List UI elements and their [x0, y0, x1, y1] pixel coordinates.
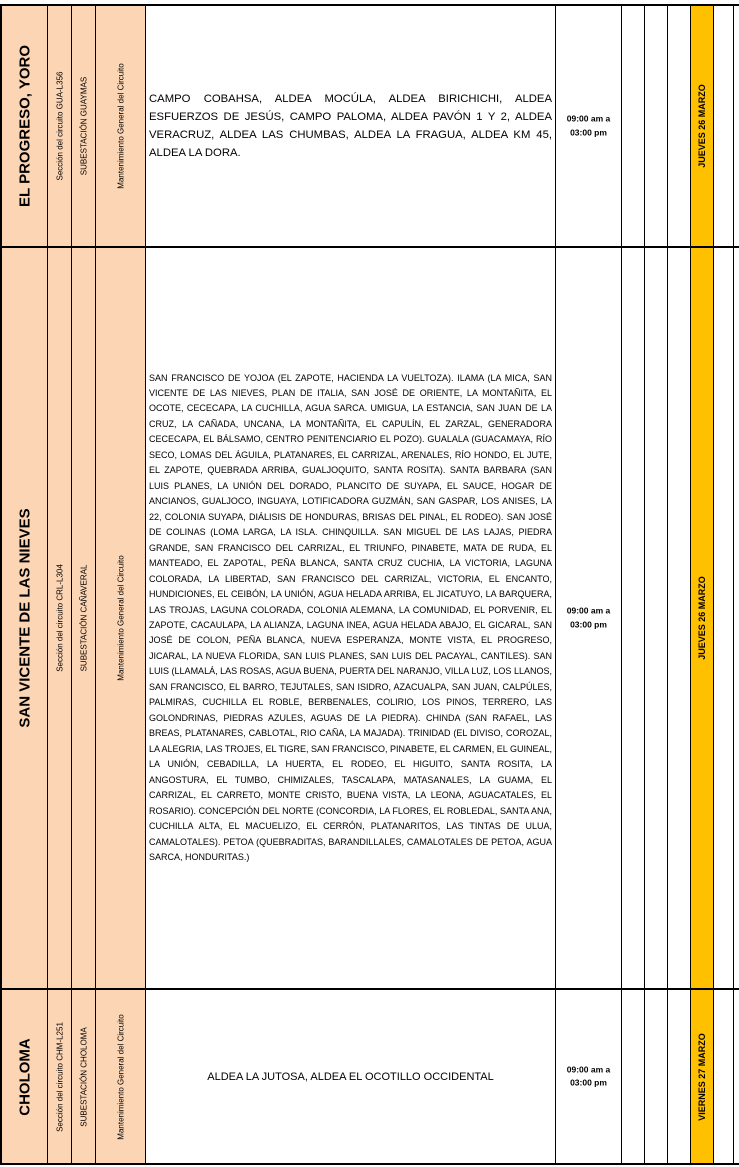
time-range: 09:00 am a 03:00 pm	[566, 1063, 611, 1088]
areas-cell	[146, 6, 556, 246]
substation-cell	[72, 990, 96, 1163]
work-description: Mantenimiento General del Circuito	[116, 555, 125, 681]
time-cell	[556, 6, 622, 246]
empty-cell	[622, 6, 645, 246]
work-cell	[96, 248, 146, 988]
substation-name: SUBESTACIÓN GUAYMAS	[79, 76, 88, 176]
time-range: 09:00 am a 03:00 pm	[566, 605, 611, 629]
time-range: 09:00 am a 03:00 pm	[566, 113, 611, 137]
areas-cell	[146, 248, 556, 988]
time-cell	[556, 990, 622, 1163]
substation-name: SUBESTACIÓN CHOLOMA	[79, 1026, 88, 1127]
work-description: Mantenimiento General del Circuito	[116, 1013, 125, 1140]
time-cell	[556, 248, 622, 988]
municipality-cell	[0, 248, 48, 988]
outage-date: VIERNES 27 MARZO	[697, 1032, 707, 1121]
outage-date: JUEVES 26 MARZO	[697, 84, 707, 168]
empty-cell	[645, 248, 668, 988]
section-cell	[48, 990, 72, 1163]
empty-cell	[622, 248, 645, 988]
empty-cell	[645, 6, 668, 246]
empty-cell	[714, 248, 734, 988]
municipality-cell	[0, 6, 48, 246]
date-cell	[691, 6, 714, 246]
areas-cell	[146, 990, 556, 1163]
table-row	[0, 4, 739, 246]
section-cell	[48, 6, 72, 246]
empty-cell	[622, 990, 645, 1163]
outage-date: JUEVES 26 MARZO	[697, 576, 707, 660]
substation-cell	[72, 6, 96, 246]
work-cell	[96, 6, 146, 246]
circuit-section: Sección del circuito GUA-L356	[55, 71, 64, 181]
empty-cell	[714, 990, 734, 1163]
section-cell	[48, 248, 72, 988]
empty-cell	[645, 990, 668, 1163]
empty-cell	[714, 6, 734, 246]
municipality-cell	[0, 990, 48, 1163]
affected-areas: ALDEA LA JUTOSA, ALDEA EL OCOTILLO OCCIDENTAL	[207, 1070, 494, 1083]
affected-areas: CAMPO COBAHSA, ALDEA MOCÚLA, ALDEA BIRICHICHI, ALDEA ESFUERZOS DE JESÚS, CAMPO PALOMA, ALDEA PAVÓN 1 Y 2, ALDEA VERACRUZ, ALDEA LAS CHUMBAS, ALDEA LA FRAGUA, ALDEA KM 45, ALDEA LA DORA.	[149, 92, 552, 160]
date-cell	[691, 248, 714, 988]
work-description: Mantenimiento General del Circuito	[116, 63, 125, 189]
table-row	[0, 246, 739, 988]
empty-cell	[668, 990, 691, 1163]
substation-cell	[72, 248, 96, 988]
empty-cell	[668, 6, 691, 246]
municipality-name: EL PROGRESO, YORO	[16, 45, 33, 207]
date-cell	[691, 990, 714, 1163]
affected-areas: SAN FRANCISCO DE YOJOA (EL ZAPOTE, HACIENDA LA VUELTOZA). ILAMA (LA MICA, SAN VICENTE DE LAS NIEVES, PLAN DE ITALIA, SAN JOSÉ DE ORIENTE, LA MONTAÑITA, EL OCOTE, CECECAPA, LA CUCHILLA, AGUA SARCA. UMIGUA, LA ESTANCIA, SAN JUAN DE LA CRUZ, LA CAÑADA, UNCANA, LA MONTAÑITA, EL CAPULÍN, EL ZARZAL, GENERADORA CECECAPA, EL BÁLSAMO, CENTRO PENITENCIARIO EL POZO). GUALALA (GUACAMAYA, RÍO SECO, LOMAS DEL ÁGUILA, PLATANARES, EL CARRIZAL, ARENALES, RÍO HONDO, EL JUTE, EL ZAPOTE, QUEBRADA ARRIBA, GUALJOQUITO, SANTA ROSITA). SANTA BARBARA (SAN LUIS PLANES, LA UNIÓN DEL DORADO, PLANCITO DE SUYAPA, EL SAUCE, HOGAR DE ANCIANOS, GUALJOCO, INGUAYA, LOTIFICADORA GUZMÁN, SAN GASPAR, LOS ANISES, LA 22, COLONIA SUYAPA, DIÁLISIS DE HONDURAS, BRISAS DEL PINAL, EL RODEO). SAN JOSÉ DE COLINAS (LOMA LARGA, LA ISLA. CHINQUILLA. SAN MIGUEL DE LAS LAJAS, PIEDRA GRANDE, SAN FRANCISCO DEL CARRIZAL, EL TRIUNFO, PINABETE, MATA DE RUDA, EL MANTEADO, EL ZAPOTAL, PEÑA BLANCA, SANTA CRUZ CUCHIA, LA VICTORIA, LAGUNA COLORADA, LA LIBERTAD, SAN FRANCISCO DEL CARRIZAL, VICTORIA, EL ENCANTO, HUNDICIONES, EL CEIBÓN, LA UNIÓN, AGUA HELADA ARRIBA, EL JICATUYO, LA BARQUERA, LAS TROJAS, LAGUNA COLORADA, COLONIA ALEMANA, LA COMUNIDAD, EL PORVENIR, EL ZAPOTE, CACAULAPA, LA ALIANZA, LAGUNA INEA, AGUA HELADA ABAJO, EL GICARAL, SAN JOSÉ DE COLON, PEÑA BLANCA, NUEVA ESPERANZA, MONTE VISTA, EL PROGRESO, JICARAL, LA NUEVA FLORIDA, SAN LUIS PLANES, SAN LUIS DEL PACAYAL, CANTILES). SAN LUIS (LLAMALÁ, LAS ROSAS, AGUA BUENA, PUERTA DEL NARANJO, VILLA LUZ, LOS LLANOS, SAN FRANCISCO, EL BARRO, TEJUTALES, SAN ISIDRO, AZACUALPA, SAN JUAN, CALPÚLES, PALMIRAS, CUCHILLA EL ROBLE, BERBENALES, COLIRIO, LOS PINOS, TERRERO, LAS GOLONDRINAS, PIEDRAS AZULES, AGUAS DE LA PIEDRA). CHINDA (SAN RAFAEL, LAS BREAS, PLATANARES, CABLOTAL, RIO CAÑA, LA MAJADA). TRINIDAD (EL DIVISO, COROZAL, LA ALEGRIA, LAS TROJES, EL TIGRE, SAN FRANCISCO, PINABETE, EL CARMEN, EL GUINEAL, LA UNIÓN, CEBADILLA, LA HUERTA, EL RODEO, EL HIGUITO, SANTA ROSITA, LA ANGOSTURA, EL TUMBO, CHIMIZALES, TASCALAPA, MATASANALES, LA GUAMA, EL CARRIZAL, EL CARRETO, MONTE CRISTO, BUENA VISTA, LA LEONA, AGUACATALES, EL ROSARIO). CONCEPCIÓN DEL NORTE (CONCORDIA, LA FLORES, EL ROBLEDAL, SANTA ANA, CUCHILLA ALTA, EL MACUELIZO, EL CERRÓN, PLATANARITOS, LAS TINTAS DE ULUA, CAMALOTALES). PETOA (QUEBRADITAS, BARANDILLALES, CAMALOTALES DE PETOA, AGUA SARCA, HONDURITAS.)	[149, 372, 552, 863]
municipality-name: CHOLOMA	[16, 1037, 33, 1116]
municipality-name: SAN VICENTE DE LAS NIEVES	[16, 508, 33, 728]
work-cell	[96, 990, 146, 1163]
table-row	[0, 988, 739, 1165]
circuit-section: Sección del circuito CHM-L251	[55, 1021, 64, 1132]
substation-name: SUBESTACIÓN CAÑAVERAL	[79, 564, 88, 672]
empty-cell	[668, 248, 691, 988]
circuit-section: Sección del circuito CRL-L304	[55, 564, 64, 672]
